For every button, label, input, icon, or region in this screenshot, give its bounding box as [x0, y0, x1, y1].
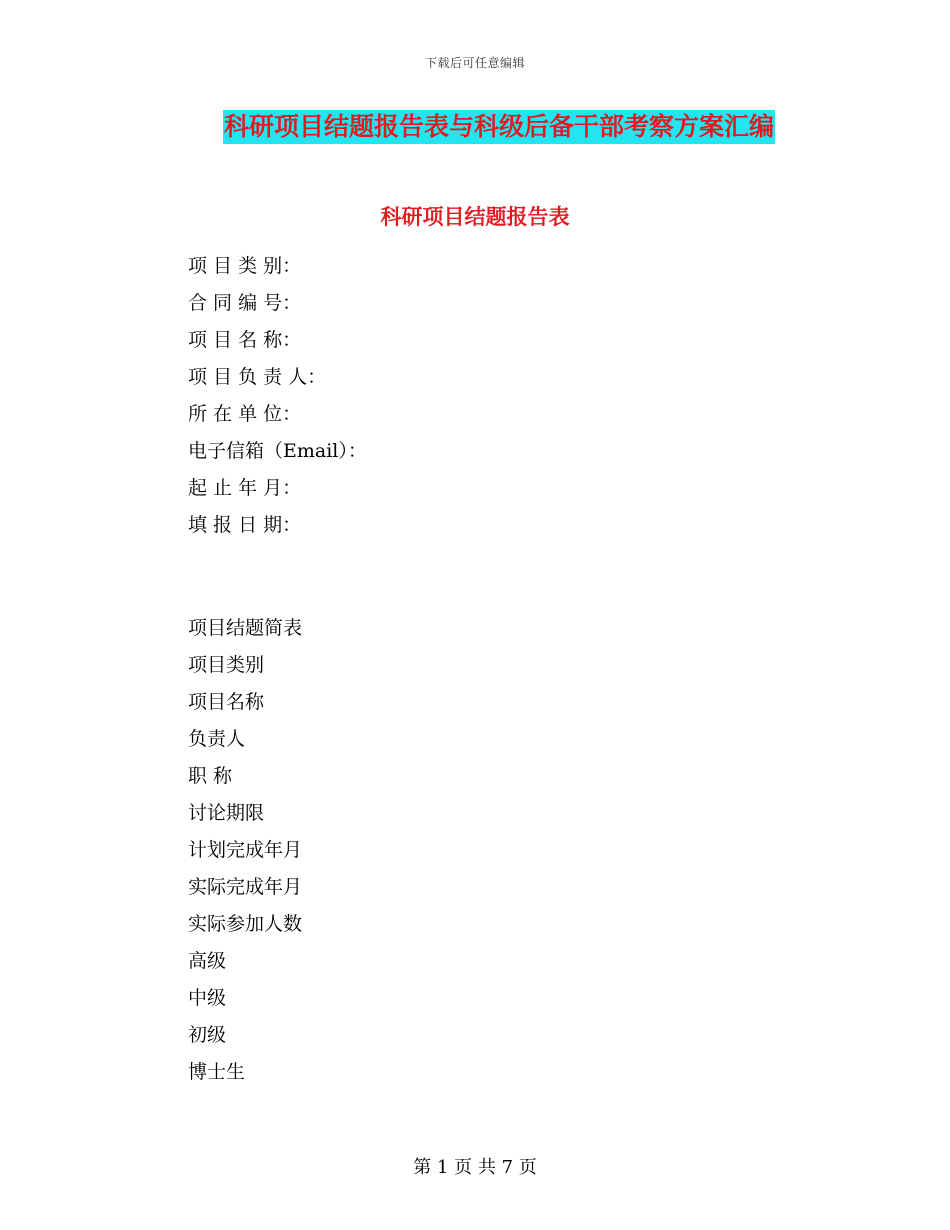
- summary-item: 项目结题简表: [188, 617, 303, 639]
- summary-item: 计划完成年月: [188, 839, 303, 861]
- field-list: [188, 248, 367, 544]
- field-item: [188, 248, 367, 285]
- summary-item: 项目名称: [188, 691, 265, 713]
- summary-item: 中级: [188, 987, 227, 1009]
- field-item: [188, 433, 367, 470]
- field-label: 项 目 类 别：: [188, 255, 302, 277]
- summary-item: 实际完成年月: [188, 876, 303, 898]
- summary-item: 博士生: [188, 1061, 246, 1083]
- summary-item: 初级: [188, 1024, 227, 1046]
- field-label: 填 报 日 期：: [188, 514, 302, 536]
- header-note: 下载后可任意编辑: [424, 56, 525, 70]
- field-item: [188, 359, 367, 396]
- sub-title: 科研项目结题报告表: [380, 204, 570, 229]
- field-label: 电子信箱（Email）：: [188, 440, 367, 462]
- field-item: [188, 285, 367, 322]
- field-label: 项 目 负 责 人：: [188, 366, 327, 388]
- field-item: [188, 507, 367, 544]
- field-label: 所 在 单 位：: [188, 403, 302, 425]
- summary-list: [188, 610, 302, 1091]
- summary-item: 职 称: [188, 765, 233, 787]
- field-label: 合 同 编 号：: [188, 292, 302, 314]
- summary-item: 负责人: [188, 728, 246, 750]
- field-label: 项 目 名 称：: [188, 329, 302, 351]
- field-label: 起 止 年 月：: [188, 477, 302, 499]
- field-item: [188, 470, 367, 507]
- summary-item: 讨论期限: [188, 802, 265, 824]
- main-title: 科研项目结题报告表与科级后备干部考察方案汇编: [223, 110, 775, 144]
- summary-item: 项目类别: [188, 654, 265, 676]
- summary-item: 高级: [188, 950, 227, 972]
- summary-item: 实际参加人数: [188, 913, 303, 935]
- field-item: [188, 322, 367, 359]
- main-title-wrap: [208, 110, 790, 144]
- field-item: [188, 396, 367, 433]
- page-footer: 第 1 页 共 7 页: [413, 1157, 537, 1178]
